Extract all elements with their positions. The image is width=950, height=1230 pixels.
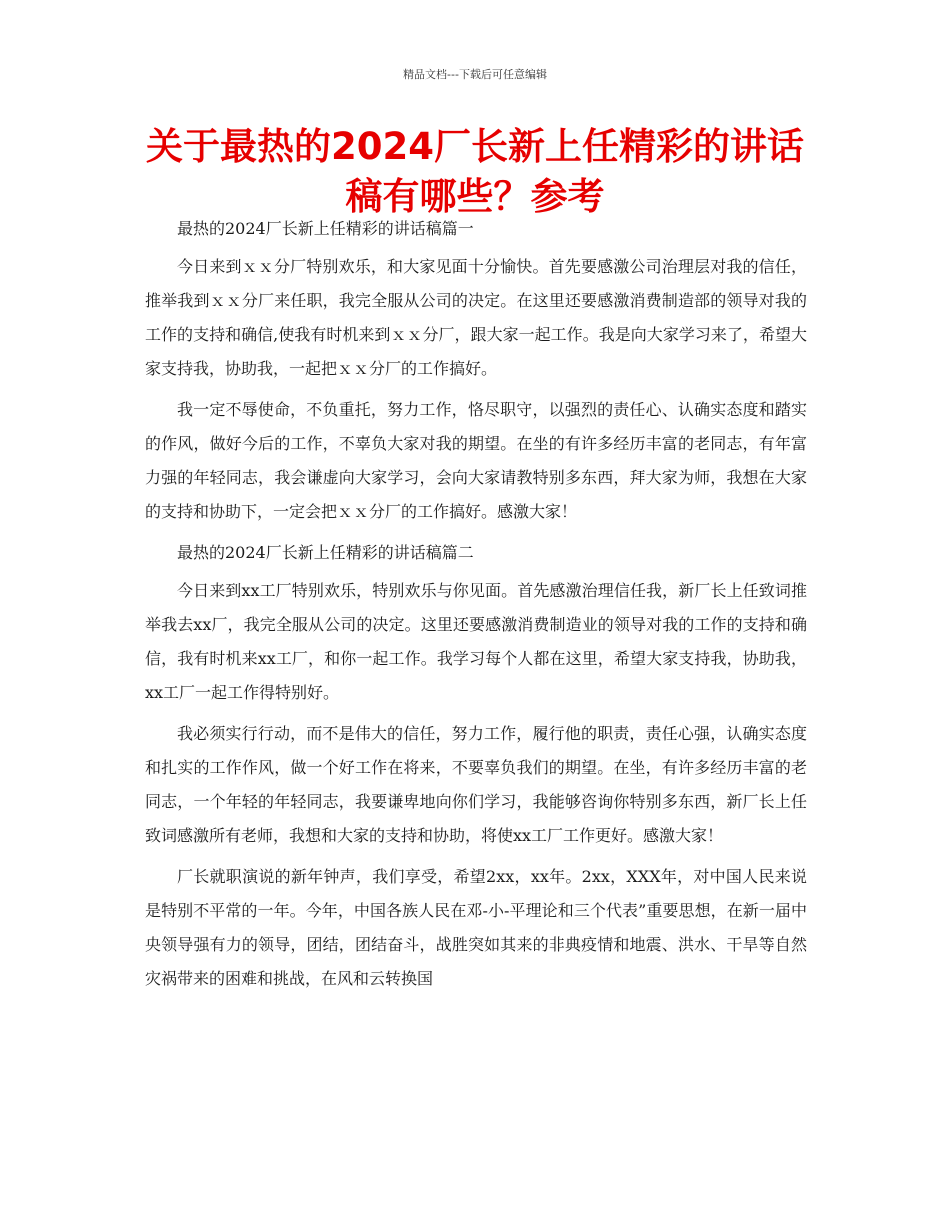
document-body — [145, 212, 807, 1003]
section-heading-1: 最热的2024厂长新上任精彩的讲话稿篇一 — [177, 219, 474, 238]
body-paragraph: 今日来到ｘｘ分厂特别欢乐，和大家见面十分愉快。首先要感激公司治理层对我的信任，推举我到ｘｘ分厂来任职，我完全服从公司的决定。在这里还要感激消费制造部的领导对我的工作的支持和确信,使我有时机来到ｘｘ分厂，跟大家一起工作。我是向大家学习来了，希望大家支持我，协助我，一起把ｘｘ分厂的工作搞好。 — [145, 257, 807, 378]
body-paragraph: 我必须实行行动，而不是伟大的信任，努力工作，履行他的职责，责任心强，认确实态度和扎实的工作作风，做一个好工作在将来，不要辜负我们的期望。在坐，有许多经历丰富的老同志，一个年轻的年轻同志，我要谦卑地向你们学习，我能够咨询你特别多东西，新厂长上任致词感激所有老师，我想和大家的支持和协助，将使xx工厂工作更好。感激大家！ — [145, 724, 807, 845]
section-heading-2: 最热的2024厂长新上任精彩的讲话稿篇二 — [177, 543, 474, 562]
body-paragraph: 厂长就职演说的新年钟声，我们享受，希望2xx，xx年。2xx，XXX年，对中国人民来说是特别不平常的一年。今年，中国各族人民在邓-小-平理论和三个代表”重要思想，在新一届中央领导强有力的领导，团结，团结奋斗，战胜突如其来的非典疫情和地震、洪水、干旱等自然灾祸带来的困难和挑战，在风和云转换国 — [145, 867, 807, 988]
body-paragraph: 今日来到xx工厂特别欢乐，特别欢乐与你见面。首先感激治理信任我，新厂长上任致词推举我去xx厂，我完全服从公司的决定。这里还要感激消费制造业的领导对我的工作的支持和确信，我有时机来xx工厂，和你一起工作。我学习每个人都在这里，希望大家支持我，协助我，xx工厂一起工作得特别好。 — [145, 581, 807, 702]
document-title: 关于最热的2024厂长新上任精彩的讲话稿有哪些？参考 — [146, 125, 804, 218]
header-note: 精品文档---下载后可任意编辑 — [403, 68, 547, 81]
body-paragraph: 我一定不辱使命，不负重托，努力工作，恪尽职守，以强烈的责任心、认确实态度和踏实的作风，做好今后的工作，不辜负大家对我的期望。在坐的有许多经历丰富的老同志，有年富力强的年轻同志，我会谦虚向大家学习，会向大家请教特别多东西，拜大家为师，我想在大家的支持和协助下，一定会把ｘｘ分厂的工作搞好。感激大家！ — [145, 400, 807, 521]
